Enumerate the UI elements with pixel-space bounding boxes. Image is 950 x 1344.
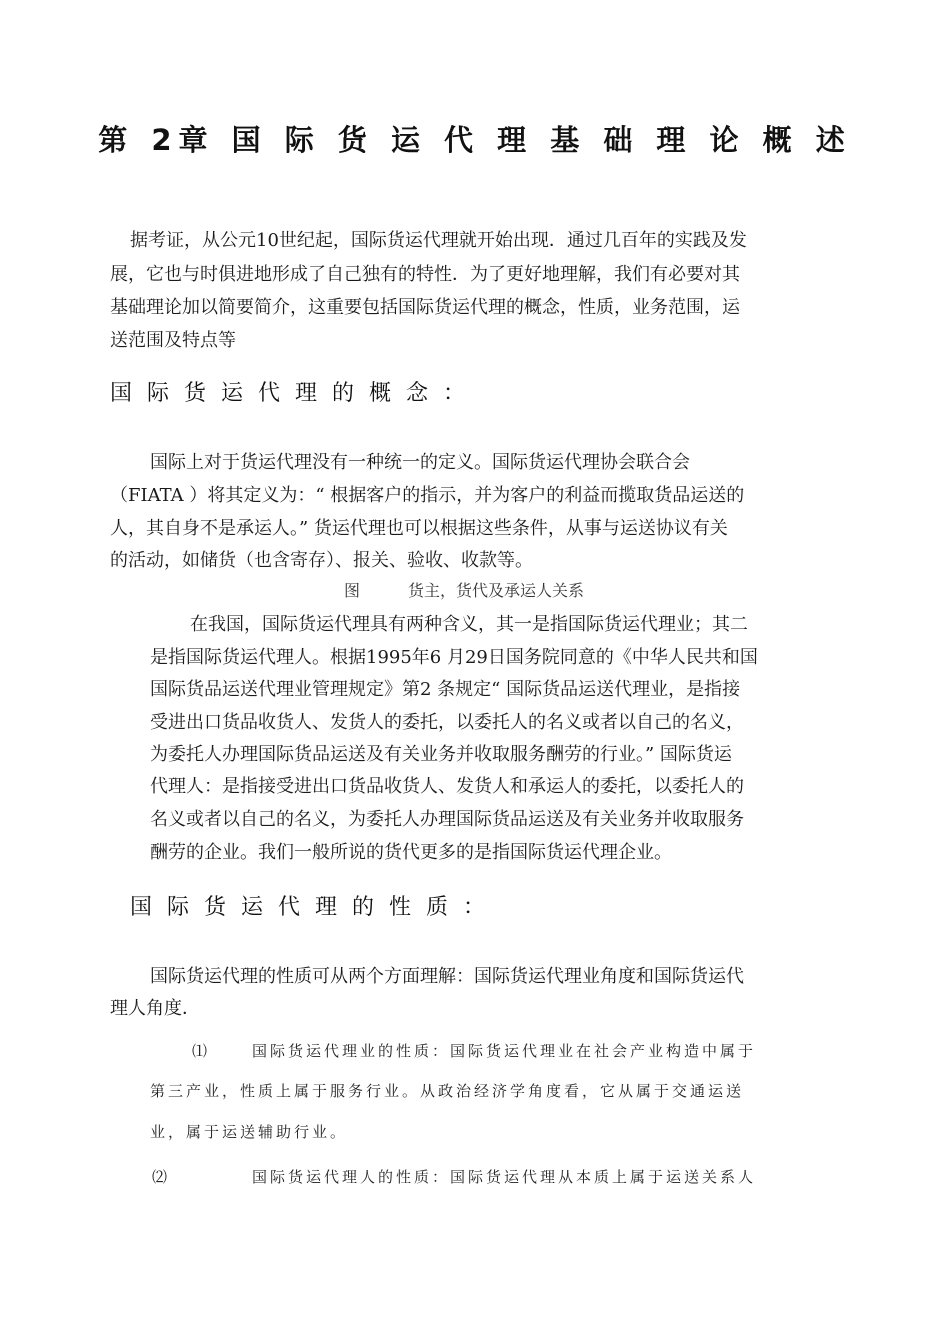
concept-para2-line-1: 在我国，国际货运代理具有两种含义，其一是指国际货运代理业；其二 — [190, 614, 748, 635]
item1-line-2: 第三产业，性质上属于服务行业。从政治经济学角度看，它从属于交通运送 — [150, 1082, 745, 1100]
section-heading-nature: 国际货运代理的性质： — [130, 895, 501, 920]
item1-line-3: 业，属于运送辅助行业。 — [150, 1123, 349, 1141]
concept-para2-line-8: 酬劳的企业。我们一般所说的货代更多的是指国际货运代理企业。 — [150, 842, 672, 863]
figure-caption-text: 货主，货代及承运人关系 — [408, 581, 585, 600]
concept-para1-line-2: （FIATA ）将其定义为：“ 根据客户的指示，并为客户的利益而揽取货品运送的 — [110, 485, 745, 506]
concept-para2-line-4: 受进出口货品收货人、发货人的委托，以委托人的名义或者以自己的名义， — [150, 712, 744, 733]
concept-para1-line-1: 国际上对于货运代理没有一种统一的定义。国际货运代理协会联合会 — [150, 452, 690, 473]
figure-caption-label: 图 — [344, 581, 361, 600]
intro-line-2: 展，它也与时俱进地形成了自己独有的特性．为了更好地理解，我们有必要对其 — [110, 264, 740, 285]
concept-para2-line-7: 名义或者以自己的名义，为委托人办理国际货品运送及有关业务并收取服务 — [150, 809, 744, 830]
item1-line-1: 国际货运代理业的性质：国际货运代理业在社会产业构造中属于 — [252, 1042, 757, 1060]
list-item-number-1: ⑴ — [192, 1042, 208, 1060]
concept-para1-line-4: 的活动，如储货（也含寄存）、报关、验收、收款等。 — [110, 550, 533, 571]
concept-para2-line-6: 代理人：是指接受进出口货品收货人、发货人和承运人的委托，以委托人的 — [150, 776, 744, 797]
intro-line-3: 基础理论加以简要简介，这重要包括国际货运代理的概念，性质，业务范围，运 — [110, 297, 740, 318]
intro-line-1: 据考证，从公元10世纪起，国际货运代理就开始出现．通过几百年的实践及发 — [130, 230, 747, 251]
item2-line-1: 国际货运代理人的性质：国际货运代理从本质上属于运送关系人 — [252, 1168, 757, 1186]
concept-para2-line-5: 为委托人办理国际货品运送及有关业务并收取服务酬劳的行业。” 国际货运 — [150, 744, 732, 765]
nature-para1-line-2: 理人角度． — [110, 998, 200, 1019]
section-heading-concept: 国际货运代理的概念： — [110, 381, 481, 406]
chapter-title: 第 2章 国 际 货 运 代 理 基 础 理 论 概 述 — [98, 123, 852, 157]
concept-para1-line-3: 人，其自身不是承运人。” 货运代理也可以根据这些条件，从事与运送协议有关 — [110, 518, 728, 539]
list-item-number-2: ⑵ — [152, 1168, 168, 1186]
concept-para2-line-2: 是指国际货运代理人。根据1995年6 月29日国务院同意的《中华人民共和国 — [150, 647, 758, 668]
intro-line-4: 送范围及特点等 — [110, 330, 236, 351]
nature-para1-line-1: 国际货运代理的性质可从两个方面理解：国际货运代理业角度和国际货运代 — [150, 966, 744, 987]
concept-para2-line-3: 国际货品运送代理业管理规定》第2 条规定“ 国际货品运送代理业，是指接 — [150, 679, 741, 700]
